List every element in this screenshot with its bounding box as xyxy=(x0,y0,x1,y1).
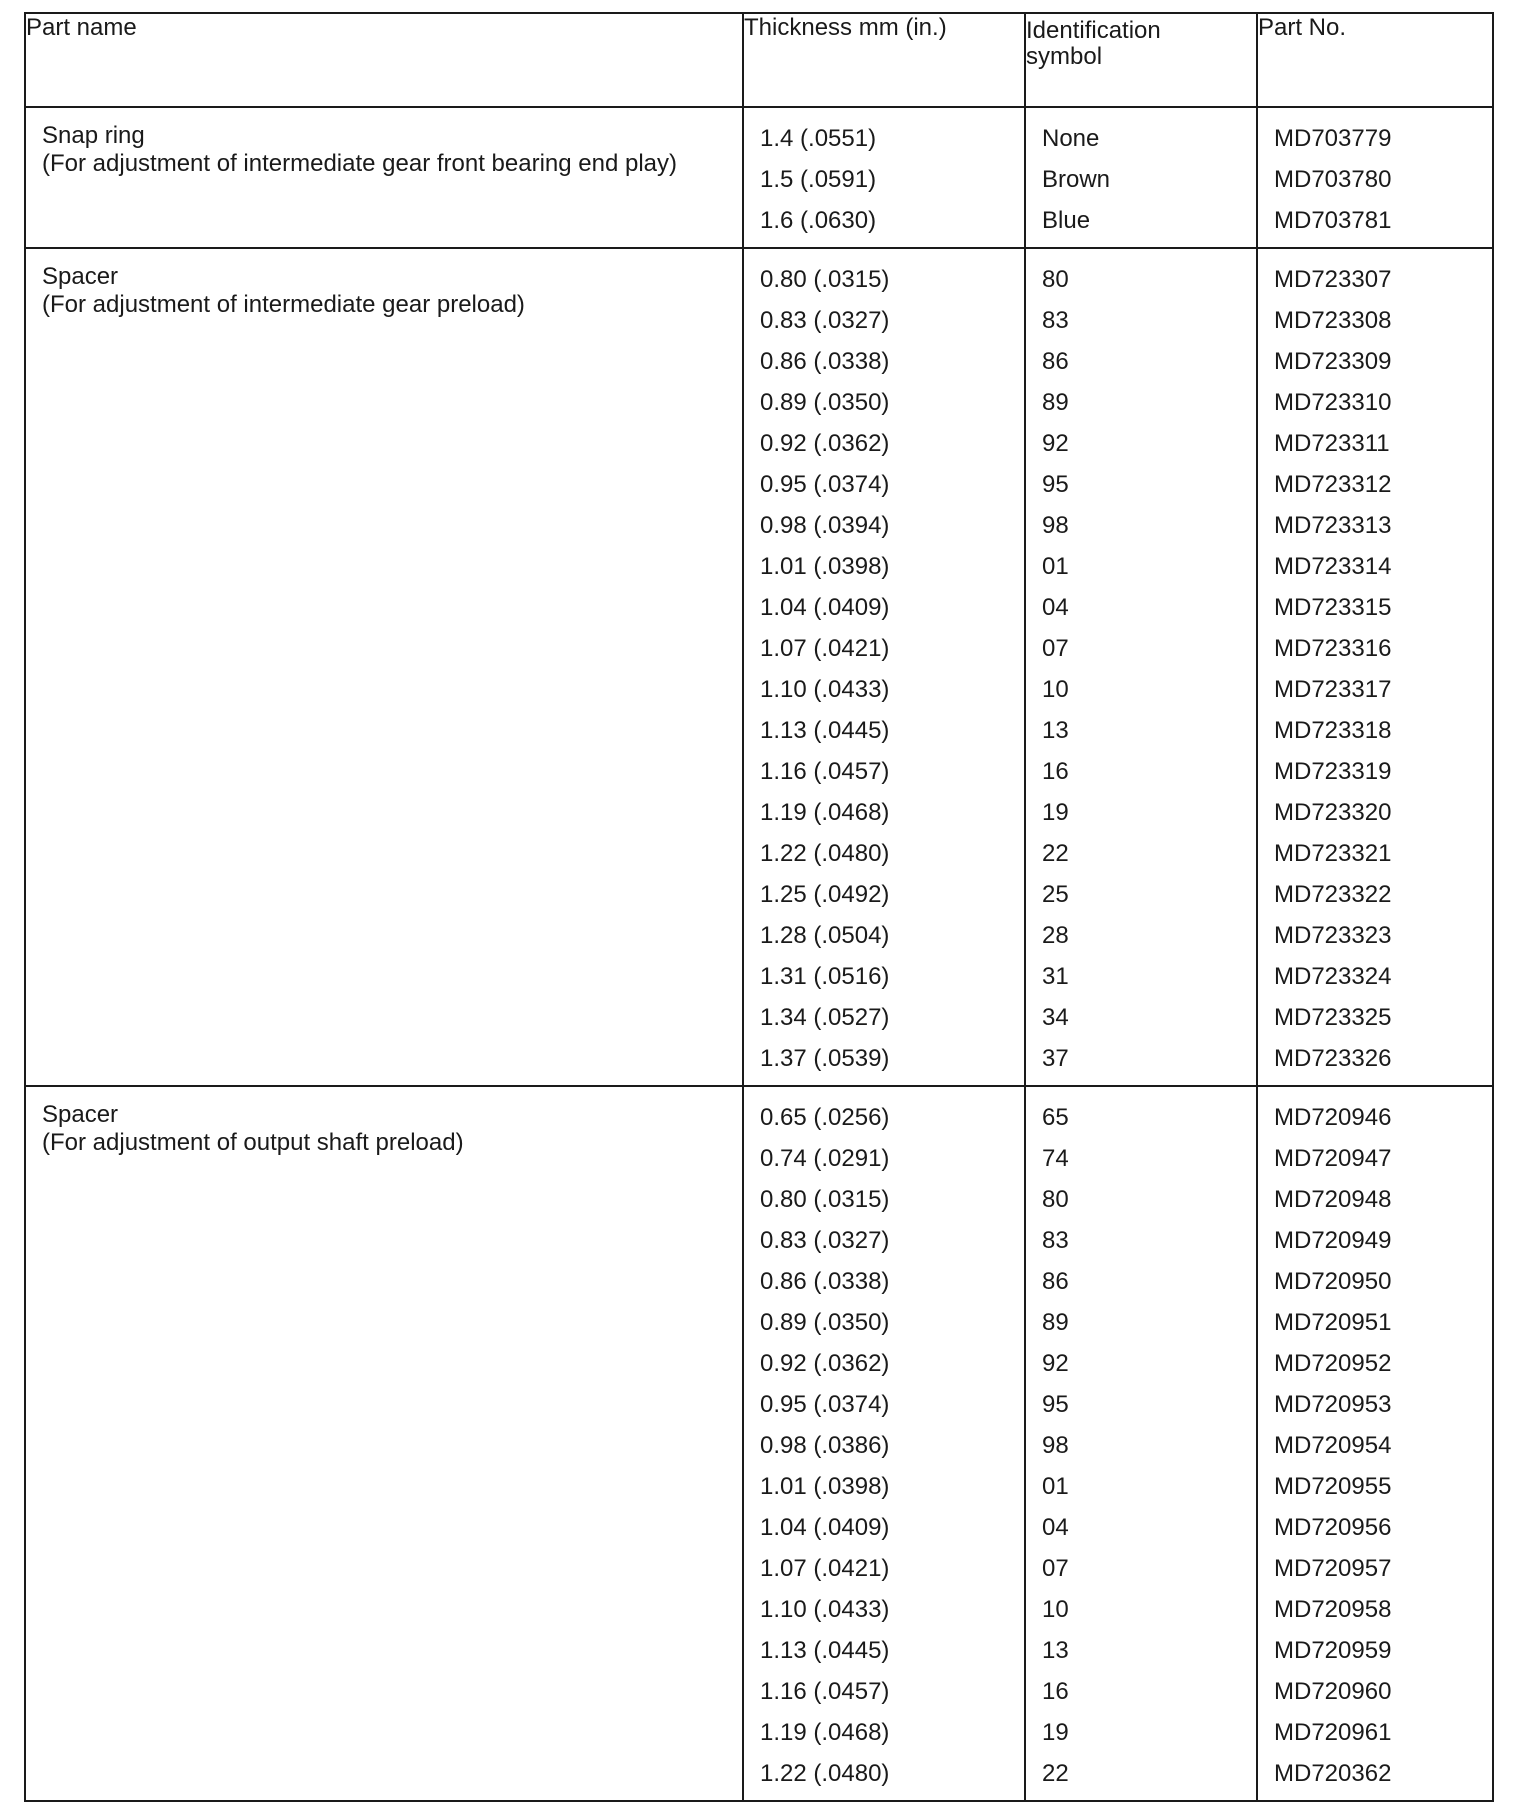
identification-symbol-value: 89 xyxy=(1042,1309,1069,1336)
part-no-value: MD723326 xyxy=(1274,1045,1392,1072)
part-no-value: MD720953 xyxy=(1274,1391,1392,1418)
part-no-value: MD723322 xyxy=(1274,881,1392,908)
identification-symbol-value: 34 xyxy=(1042,1004,1069,1031)
thickness-cell xyxy=(743,107,1025,248)
part-no-value: MD720954 xyxy=(1274,1432,1392,1459)
thickness-value: 0.98 (.0386) xyxy=(760,1432,890,1459)
thickness-cell xyxy=(743,1086,1025,1801)
thickness-value: 1.01 (.0398) xyxy=(760,1473,890,1500)
identification-symbol-value: 86 xyxy=(1042,1268,1069,1295)
thickness-value: 0.80 (.0315) xyxy=(760,266,890,293)
part-no-value: MD723323 xyxy=(1274,922,1392,949)
thickness-value: 1.5 (.0591) xyxy=(760,166,877,193)
header-identification-symbol-line1: Identification xyxy=(1026,17,1161,44)
thickness-value: 1.13 (.0445) xyxy=(760,717,890,744)
part-no-cell xyxy=(1257,248,1493,1086)
part-no-value: MD723317 xyxy=(1274,676,1392,703)
table-header-row xyxy=(25,13,1493,107)
header-part-no: Part No. xyxy=(1257,13,1493,107)
table-group-row xyxy=(25,1086,1493,1801)
part-no-value: MD720362 xyxy=(1274,1760,1392,1787)
part-no-value: MD723314 xyxy=(1274,553,1392,580)
header-identification-symbol-line2: symbol xyxy=(1026,43,1103,70)
header-part-name: Part name xyxy=(25,13,743,107)
thickness-value: 1.37 (.0539) xyxy=(760,1045,890,1072)
thickness-value: 0.86 (.0338) xyxy=(760,1268,890,1295)
table-body xyxy=(25,107,1493,1801)
part-name: Spacer xyxy=(42,1101,119,1128)
thickness-value: 0.98 (.0394) xyxy=(760,512,890,539)
parts-table xyxy=(24,12,1494,1802)
identification-symbol-value: 98 xyxy=(1042,1432,1069,1459)
part-purpose: (For adjustment of intermediate gear front bearing end play) xyxy=(42,150,678,177)
thickness-value: 0.80 (.0315) xyxy=(760,1186,890,1213)
identification-symbol-value: 04 xyxy=(1042,594,1069,621)
part-name: Spacer xyxy=(42,263,119,290)
thickness-value: 0.65 (.0256) xyxy=(760,1104,890,1131)
identification-symbol-cell xyxy=(1025,107,1257,248)
identification-symbol-cell xyxy=(1025,1086,1257,1801)
thickness-value: 0.83 (.0327) xyxy=(760,307,890,334)
part-no-value: MD720958 xyxy=(1274,1596,1392,1623)
part-no-value: MD720950 xyxy=(1274,1268,1392,1295)
thickness-value: 1.04 (.0409) xyxy=(760,594,890,621)
part-no-value: MD723319 xyxy=(1274,758,1392,785)
identification-symbol-value: 65 xyxy=(1042,1104,1069,1131)
identification-symbol-value: 80 xyxy=(1042,266,1069,293)
part-no-value: MD720951 xyxy=(1274,1309,1392,1336)
thickness-value: 1.22 (.0480) xyxy=(760,840,890,867)
part-no-value: MD720946 xyxy=(1274,1104,1392,1131)
part-no-value: MD720961 xyxy=(1274,1719,1392,1746)
thickness-cell xyxy=(743,248,1025,1086)
thickness-value: 1.04 (.0409) xyxy=(760,1514,890,1541)
part-no-value: MD720959 xyxy=(1274,1637,1392,1664)
identification-symbol-cell xyxy=(1025,248,1257,1086)
part-purpose: (For adjustment of intermediate gear preload) xyxy=(42,291,525,318)
thickness-value: 1.10 (.0433) xyxy=(760,1596,890,1623)
part-no-cell xyxy=(1257,107,1493,248)
thickness-value: 0.89 (.0350) xyxy=(760,389,890,416)
part-no-value: MD720956 xyxy=(1274,1514,1392,1541)
thickness-value: 0.92 (.0362) xyxy=(760,430,890,457)
part-name-cell xyxy=(25,1086,743,1801)
thickness-value: 1.19 (.0468) xyxy=(760,1719,890,1746)
part-no-value: MD720948 xyxy=(1274,1186,1392,1213)
thickness-value: 1.16 (.0457) xyxy=(760,1678,890,1705)
thickness-value: 0.92 (.0362) xyxy=(760,1350,890,1377)
part-no-value: MD703780 xyxy=(1274,166,1392,193)
table-group-row xyxy=(25,107,1493,248)
thickness-value: 1.22 (.0480) xyxy=(760,1760,890,1787)
identification-symbol-value: Brown xyxy=(1042,166,1111,193)
identification-symbol-value: 98 xyxy=(1042,512,1069,539)
header-thickness: Thickness mm (in.) xyxy=(743,13,1025,107)
thickness-value: 1.25 (.0492) xyxy=(760,881,890,908)
thickness-value: 1.10 (.0433) xyxy=(760,676,890,703)
identification-symbol-value: 37 xyxy=(1042,1045,1069,1072)
part-no-value: MD723321 xyxy=(1274,840,1392,867)
part-no-value: MD723313 xyxy=(1274,512,1392,539)
identification-symbol-value: 16 xyxy=(1042,758,1069,785)
part-no-value: MD723310 xyxy=(1274,389,1392,416)
identification-symbol-value: 10 xyxy=(1042,1596,1069,1623)
identification-symbol-value: 01 xyxy=(1042,1473,1069,1500)
thickness-value: 0.89 (.0350) xyxy=(760,1309,890,1336)
identification-symbol-value: Blue xyxy=(1042,207,1091,234)
part-no-value: MD723309 xyxy=(1274,348,1392,375)
thickness-value: 0.86 (.0338) xyxy=(760,348,890,375)
thickness-value: 1.13 (.0445) xyxy=(760,1637,890,1664)
part-no-value: MD723315 xyxy=(1274,594,1392,621)
part-no-value: MD723318 xyxy=(1274,717,1392,744)
identification-symbol-value: 86 xyxy=(1042,348,1069,375)
identification-symbol-value: 10 xyxy=(1042,676,1069,703)
thickness-value: 1.6 (.0630) xyxy=(760,207,877,234)
thickness-value: 1.01 (.0398) xyxy=(760,553,890,580)
identification-symbol-value: 13 xyxy=(1042,1637,1069,1664)
identification-symbol-value: 04 xyxy=(1042,1514,1069,1541)
part-name-cell xyxy=(25,107,743,248)
thickness-value: 1.07 (.0421) xyxy=(760,1555,890,1582)
part-no-value: MD723320 xyxy=(1274,799,1392,826)
part-no-value: MD723325 xyxy=(1274,1004,1392,1031)
part-no-value: MD723308 xyxy=(1274,307,1392,334)
identification-symbol-value: 07 xyxy=(1042,635,1069,662)
identification-symbol-value: 22 xyxy=(1042,840,1069,867)
identification-symbol-value: 95 xyxy=(1042,471,1069,498)
part-no-value: MD720960 xyxy=(1274,1678,1392,1705)
header-identification-symbol xyxy=(1025,13,1257,107)
part-no-value: MD723316 xyxy=(1274,635,1392,662)
identification-symbol-value: 83 xyxy=(1042,307,1069,334)
part-no-cell xyxy=(1257,1086,1493,1801)
identification-symbol-value: 25 xyxy=(1042,881,1069,908)
thickness-value: 0.83 (.0327) xyxy=(760,1227,890,1254)
parts-specification-sheet xyxy=(24,12,1492,1802)
part-no-value: MD720955 xyxy=(1274,1473,1392,1500)
part-no-value: MD720947 xyxy=(1274,1145,1392,1172)
thickness-value: 0.95 (.0374) xyxy=(760,471,890,498)
part-no-value: MD703779 xyxy=(1274,125,1392,152)
part-no-value: MD703781 xyxy=(1274,207,1392,234)
part-no-value: MD723312 xyxy=(1274,471,1392,498)
identification-symbol-value: 07 xyxy=(1042,1555,1069,1582)
thickness-value: 0.74 (.0291) xyxy=(760,1145,890,1172)
identification-symbol-value: 22 xyxy=(1042,1760,1069,1787)
part-no-value: MD723311 xyxy=(1274,430,1390,457)
table-group-row xyxy=(25,248,1493,1086)
identification-symbol-value: 28 xyxy=(1042,922,1069,949)
identification-symbol-value: None xyxy=(1042,125,1100,152)
identification-symbol-value: 31 xyxy=(1042,963,1069,990)
thickness-value: 1.34 (.0527) xyxy=(760,1004,890,1031)
identification-symbol-value: 13 xyxy=(1042,717,1069,744)
part-no-value: MD723324 xyxy=(1274,963,1392,990)
identification-symbol-value: 01 xyxy=(1042,553,1069,580)
thickness-value: 0.95 (.0374) xyxy=(760,1391,890,1418)
thickness-value: 1.31 (.0516) xyxy=(760,963,890,990)
thickness-value: 1.28 (.0504) xyxy=(760,922,890,949)
identification-symbol-value: 92 xyxy=(1042,430,1069,457)
part-name-cell xyxy=(25,248,743,1086)
thickness-value: 1.16 (.0457) xyxy=(760,758,890,785)
part-no-value: MD720949 xyxy=(1274,1227,1392,1254)
part-no-value: MD720952 xyxy=(1274,1350,1392,1377)
identification-symbol-value: 92 xyxy=(1042,1350,1069,1377)
part-purpose: (For adjustment of output shaft preload) xyxy=(42,1129,464,1156)
identification-symbol-value: 19 xyxy=(1042,799,1069,826)
part-no-value: MD720957 xyxy=(1274,1555,1392,1582)
identification-symbol-value: 19 xyxy=(1042,1719,1069,1746)
identification-symbol-value: 95 xyxy=(1042,1391,1069,1418)
thickness-value: 1.19 (.0468) xyxy=(760,799,890,826)
thickness-value: 1.4 (.0551) xyxy=(760,125,877,152)
part-name: Snap ring xyxy=(42,122,145,149)
identification-symbol-value: 89 xyxy=(1042,389,1069,416)
identification-symbol-value: 16 xyxy=(1042,1678,1069,1705)
thickness-value: 1.07 (.0421) xyxy=(760,635,890,662)
identification-symbol-value: 74 xyxy=(1042,1145,1069,1172)
identification-symbol-value: 80 xyxy=(1042,1186,1069,1213)
part-no-value: MD723307 xyxy=(1274,266,1392,293)
identification-symbol-value: 83 xyxy=(1042,1227,1069,1254)
